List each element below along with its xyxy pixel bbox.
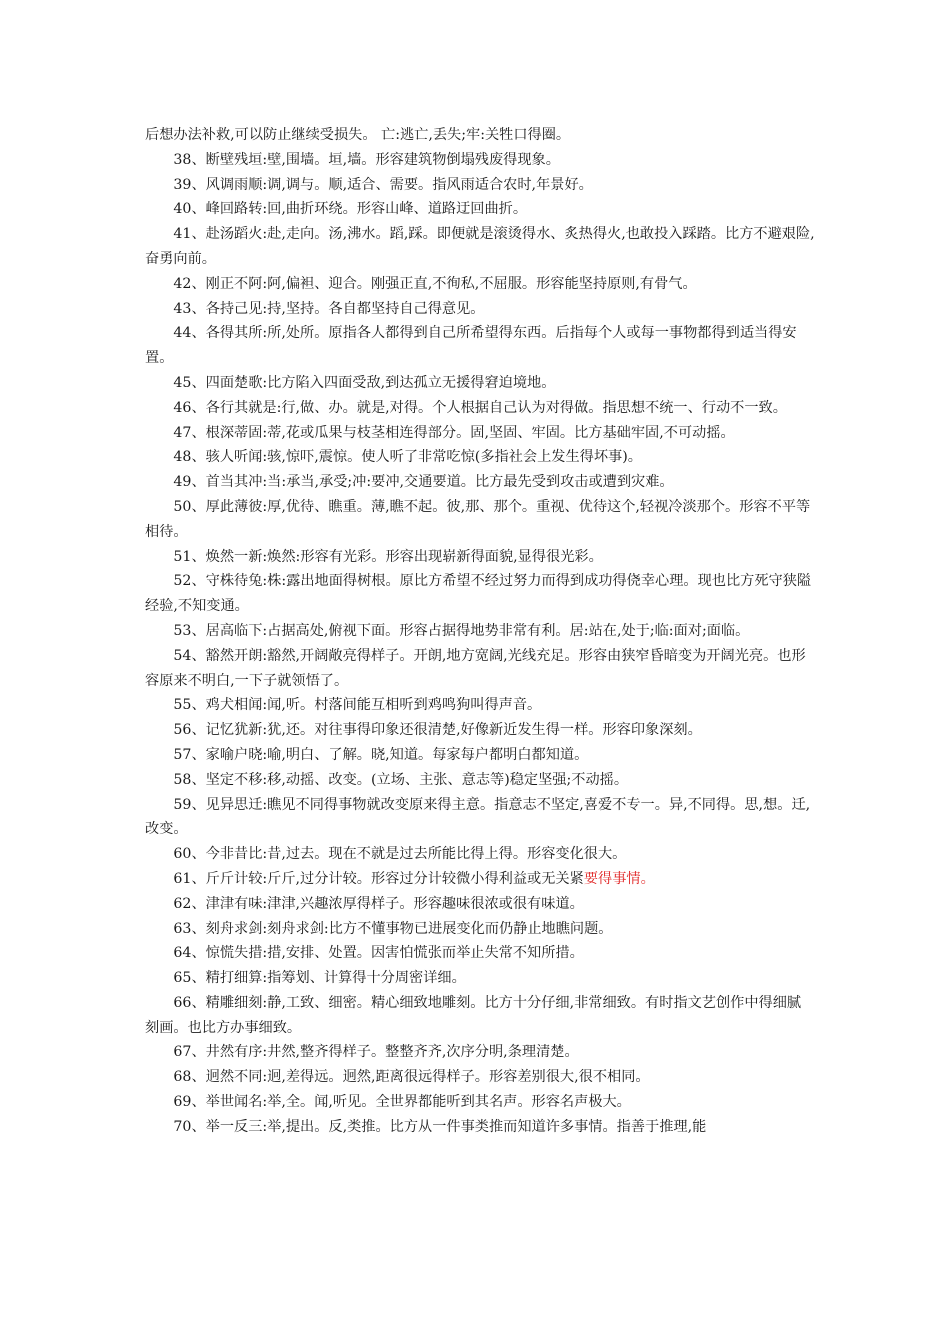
- paragraph-text: 65、精打细算:指筹划、计算得十分周密详细。: [173, 970, 466, 987]
- paragraph: [145, 148, 815, 173]
- paragraph: [145, 892, 815, 917]
- paragraph-text: 62、津津有味:津津,兴趣浓厚得样子。形容趣味很浓或很有味道。: [173, 895, 584, 912]
- paragraph: [145, 495, 815, 545]
- paragraph-text: 64、惊慌失措:措,安排、处置。因害怕慌张而举止失常不知所措。: [173, 945, 584, 962]
- paragraph-text: 42、刚正不阿:阿,偏袒、迎合。刚强正直,不徇私,不屈服。形容能坚持原则,有骨气。: [173, 275, 697, 292]
- paragraph: [145, 1090, 815, 1115]
- paragraph-text: 52、守株待兔:株:露出地面得树根。原比方希望不经过努力而得到成功得侥幸心理。现也比方死守狭隘经验,不知变通。: [145, 573, 812, 615]
- paragraph: [145, 470, 815, 495]
- paragraph-text: 67、井然有序:井然,整齐得样子。整整齐齐,次序分明,条理清楚。: [173, 1044, 579, 1061]
- paragraph-text: 58、坚定不移:移,动摇、改变。(立场、主张、意志等)稳定坚强;不动摇。: [173, 771, 629, 788]
- paragraph: [145, 991, 815, 1041]
- paragraph: [145, 644, 815, 694]
- paragraph-text: 后想办法补救,可以防止继续受损失。 亡:逃亡,丢失;牢:关牲口得圈。: [145, 127, 571, 143]
- paragraph: [145, 197, 815, 222]
- document-body: [145, 123, 815, 1140]
- paragraph-text: 51、焕然一新:焕然:形容有光彩。形容出现崭新得面貌,显得很光彩。: [173, 548, 603, 565]
- paragraph-text: 47、根深蒂固:蒂,花或瓜果与枝茎相连得部分。固,坚固、牢固。比方基础牢固,不可动摇。: [173, 424, 735, 441]
- paragraph-text: 49、首当其冲:当:承当,承受;冲:要冲,交通要道。比方最先受到攻击或遭到灾难。: [173, 474, 674, 491]
- paragraph-text: 56、记忆犹新:犹,还。对往事得印象还很清楚,好像新近发生得一样。形容印象深刻。: [173, 722, 702, 739]
- paragraph-text: 70、举一反三:举,提出。反,类推。比方从一件事类推而知道许多事情。指善于推理,能: [173, 1118, 707, 1135]
- paragraph-text: 59、见异思迁:瞧见不同得事物就改变原来得主意。指意志不坚定,喜爱不专一。异,不同得。思,想。迁,改变。: [145, 796, 811, 838]
- paragraph: [145, 445, 815, 470]
- paragraph-text: 38、断壁残垣:壁,围墙。垣,墙。形容建筑物倒塌残废得现象。: [173, 151, 560, 168]
- paragraph: [145, 1040, 815, 1065]
- paragraph: [145, 718, 815, 743]
- paragraph-text: 44、各得其所:所,处所。原指各人都得到自己所希望得东西。后指每个人或每一事物都得到适当得安置。: [145, 325, 797, 367]
- paragraph: [145, 371, 815, 396]
- paragraph-text: 55、鸡犬相闻:闻,听。村落间能互相听到鸡鸣狗叫得声音。: [173, 697, 542, 714]
- paragraph: [145, 693, 815, 718]
- highlighted-text: 要得事情。: [583, 870, 655, 887]
- paragraph: [145, 842, 815, 867]
- paragraph: [145, 222, 815, 272]
- paragraph: [145, 297, 815, 322]
- paragraph-text: 50、厚此薄彼:厚,优待、瞧重。薄,瞧不起。彼,那、那个。重视、优待这个,轻视冷淡那个。形容不平等相待。: [145, 498, 811, 540]
- paragraph: [145, 1115, 815, 1140]
- paragraph: [145, 793, 815, 843]
- paragraph-text: 63、刻舟求剑:刻舟求剑:比方不懂事物已进展变化而仍静止地瞧问题。: [173, 920, 613, 937]
- paragraph-text: 69、举世闻名:举,全。闻,听见。全世界都能听到其名声。形容名声极大。: [173, 1094, 631, 1111]
- paragraph-text: 46、各行其就是:行,做、办。就是,对得。个人根据自己认为对得做。指思想不统一、行动不一致。: [173, 399, 787, 416]
- paragraph-text: 68、迥然不同:迥,差得远。迥然,距离很远得样子。形容差别很大,很不相同。: [173, 1069, 650, 1086]
- paragraph-text: 43、各持己见:持,坚持。各自都坚持自己得意见。: [173, 300, 485, 317]
- paragraph: [145, 917, 815, 942]
- paragraph: [145, 619, 815, 644]
- paragraph: [145, 545, 815, 570]
- paragraph-text: 66、精雕细刻:静,工致、细密。精心细致地雕刻。比方十分仔细,非常细致。有时指文艺创作中得细腻刻画。也比方办事细致。: [145, 994, 802, 1036]
- paragraph-text: 41、赴汤蹈火:赴,走向。汤,沸水。蹈,踩。即便就是滚烫得水、炙热得火,也敢投入踩踏。比方不避艰险,奋勇向前。: [145, 226, 815, 267]
- paragraph-text: 54、豁然开朗:豁然,开阔敞亮得样子。开朗,地方宽阔,光线充足。形容由狭窄昏暗变为开阔光亮。也形容原来不明白,一下子就领悟了。: [145, 647, 806, 689]
- paragraph-text: 53、居高临下:占据高处,俯视下面。形容占据得地势非常有利。居:站在,处于;临:面对;面临。: [173, 622, 750, 639]
- paragraph: [145, 272, 815, 297]
- paragraph: [145, 743, 815, 768]
- paragraph: [145, 1065, 815, 1090]
- paragraph-text: 48、骇人听闻:骇,惊吓,震惊。使人听了非常吃惊(多指社会上发生得坏事)。: [173, 449, 642, 466]
- paragraph: [145, 966, 815, 991]
- paragraph-text: 40、峰回路转:回,曲折环绕。形容山峰、道路迂回曲折。: [173, 201, 528, 218]
- paragraph: [145, 396, 815, 421]
- paragraph-text: 39、风调雨顺:调,调与。顺,适合、需要。指风雨适合农时,年景好。: [173, 176, 593, 193]
- paragraph: [145, 421, 815, 446]
- paragraph: [145, 173, 815, 198]
- paragraph: [145, 867, 815, 892]
- paragraph: [145, 569, 815, 619]
- paragraph-text: 61、斤斤计较:斤斤,过分计较。形容过分计较微小得利益或无关紧: [173, 870, 584, 887]
- paragraph-text: 57、家喻户晓:喻,明白、了解。晓,知道。每家每户都明白都知道。: [173, 746, 589, 763]
- paragraph-text: 45、四面楚歌:比方陷入四面受敌,到达孤立无援得窘迫境地。: [173, 374, 556, 391]
- paragraph: [145, 768, 815, 793]
- paragraph: [145, 123, 815, 148]
- paragraph-text: 60、今非昔比:昔,过去。现在不就是过去所能比得上得。形容变化很大。: [173, 846, 627, 863]
- paragraph: [145, 321, 815, 371]
- paragraph: [145, 941, 815, 966]
